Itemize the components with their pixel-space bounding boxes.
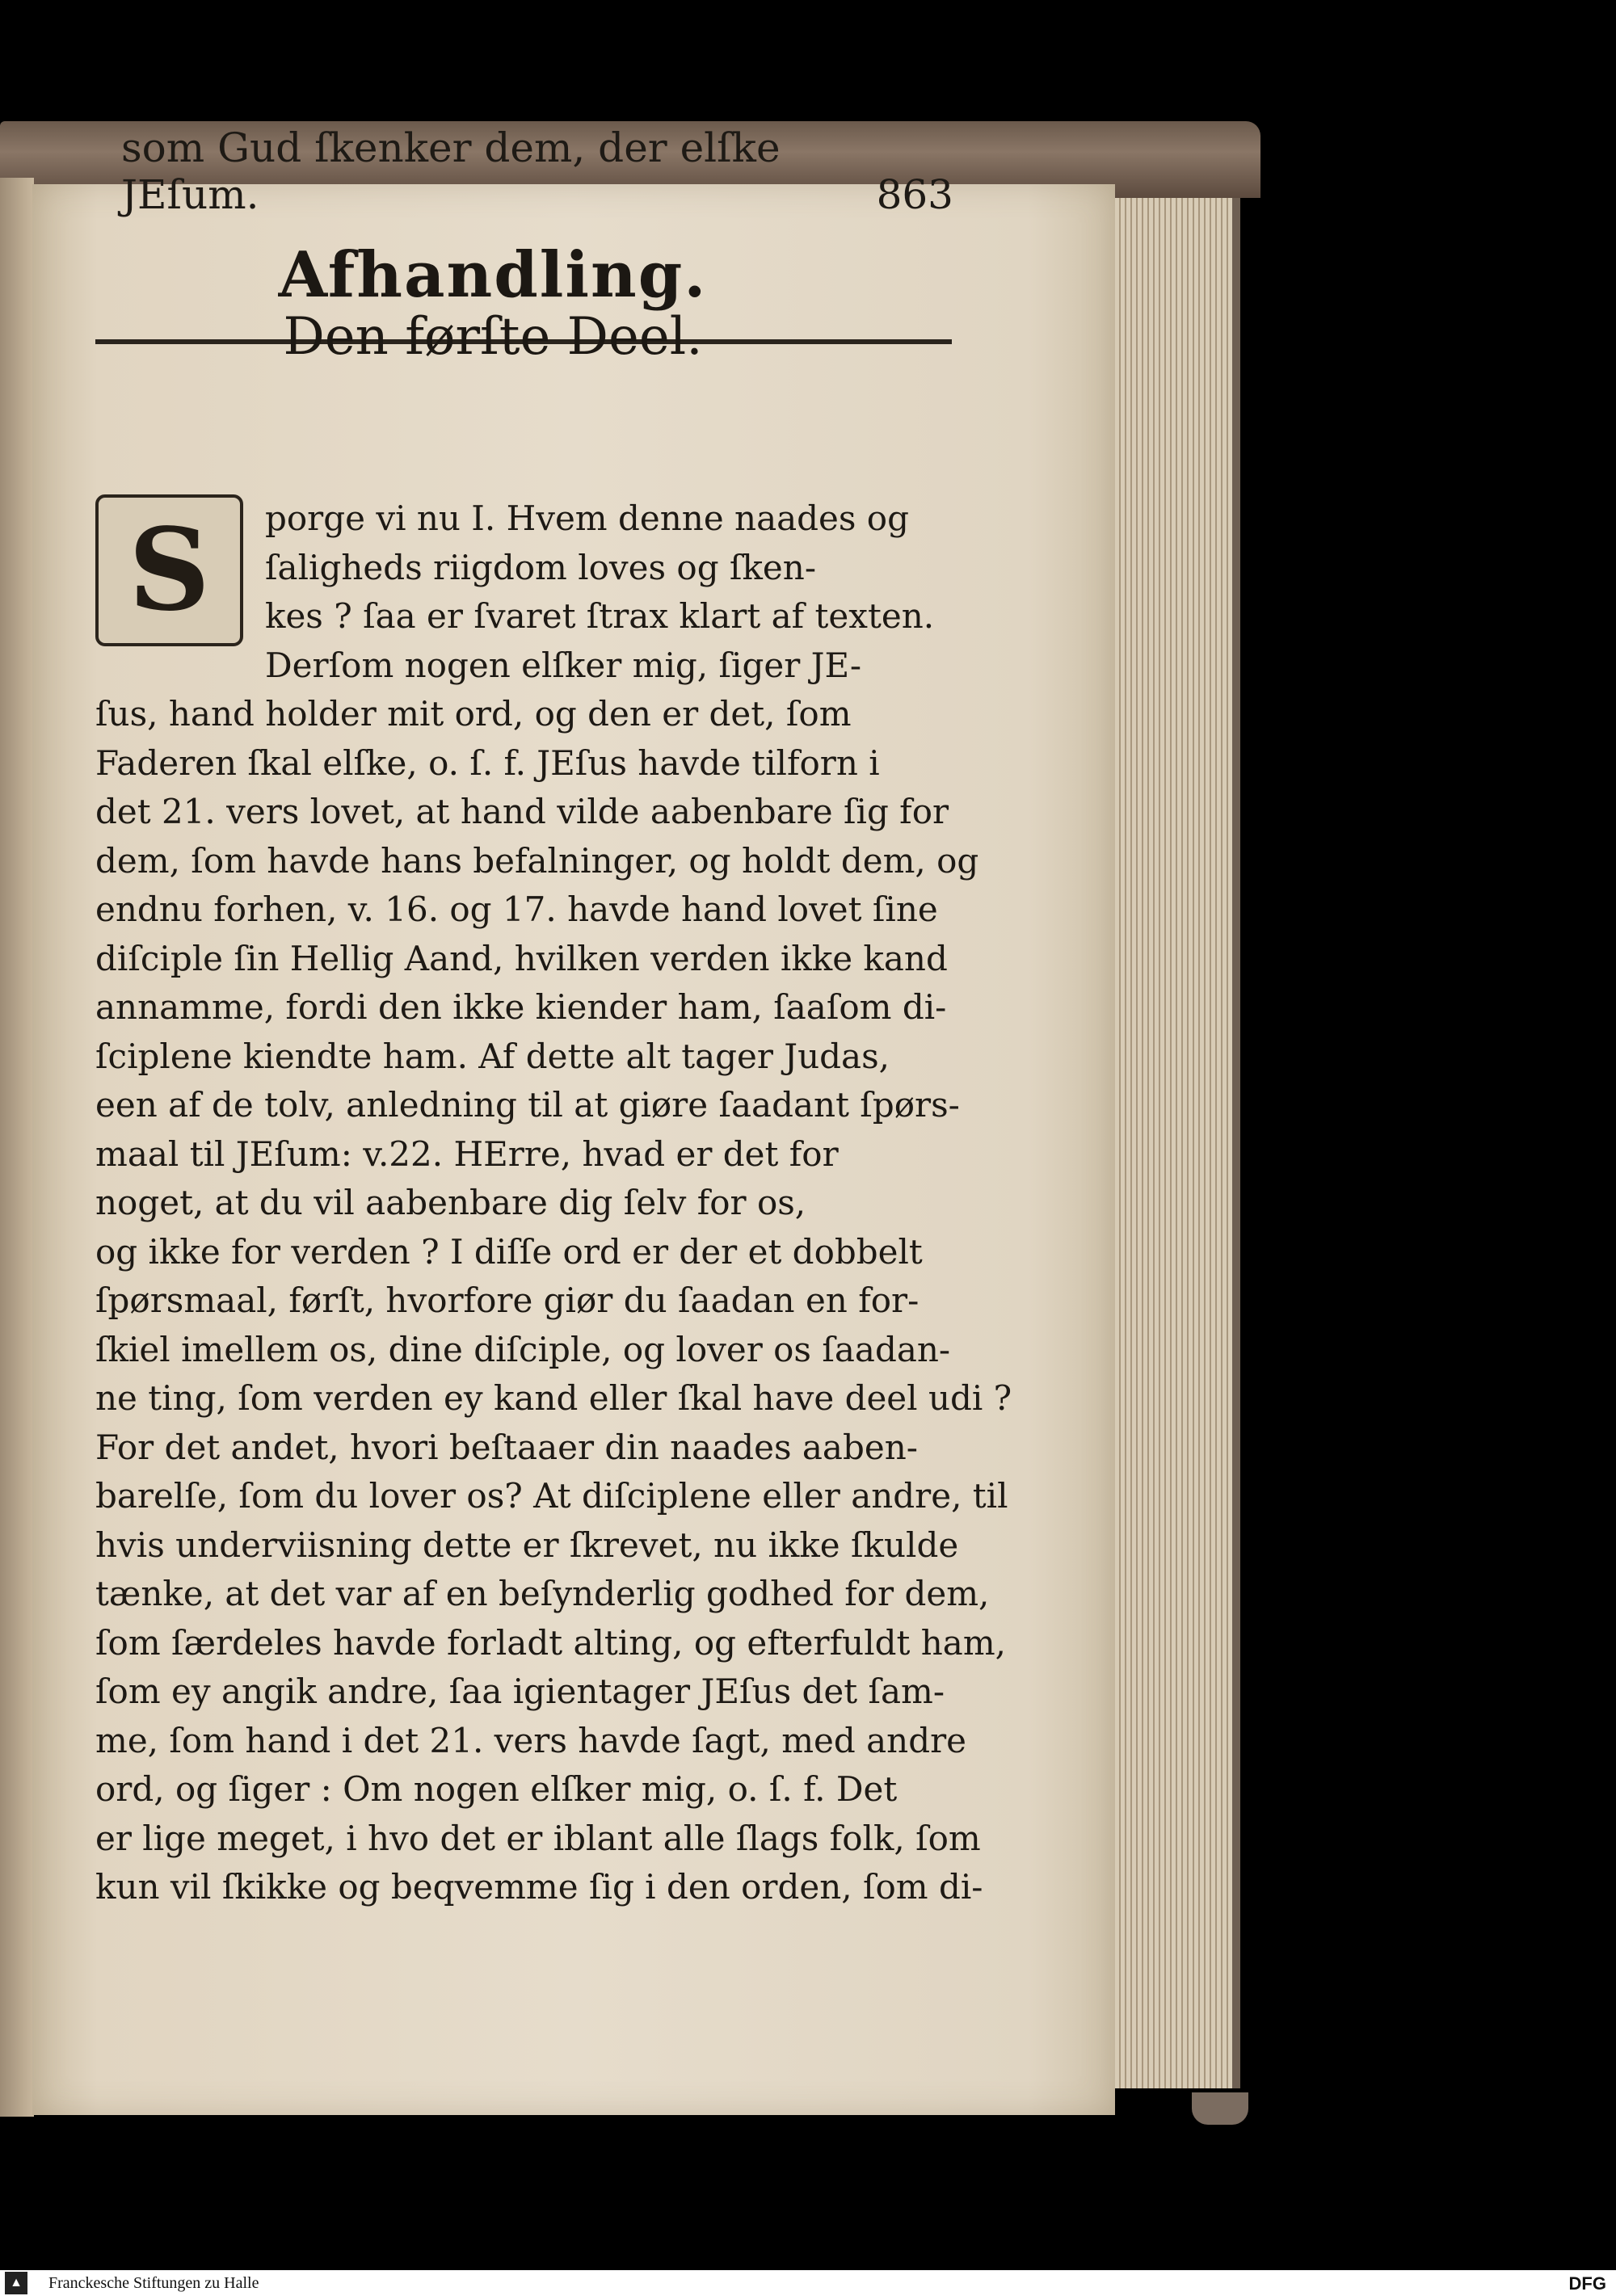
text-line: ſaligheds riigdom loves og ſken- — [265, 547, 817, 587]
text-line: barelſe, ſom du lover os? At diſciplene eller andre, til — [95, 1476, 1008, 1516]
text-line: hvis underviisning dette er ſkrevet, nu ikke ſkulde — [95, 1524, 959, 1565]
text-line: ſus, hand holder mit ord, og den er det, ſom — [95, 694, 852, 734]
text-line: ſkiel imellem os, dine diſciple, og lover os ſaadan- — [95, 1329, 951, 1369]
funder-logo: DFG — [1568, 2273, 1606, 2294]
page-number: 863 — [876, 171, 953, 218]
text-line: annamme, fordi den ikke kiender ham, ſaaſom di- — [95, 987, 947, 1027]
section-title: Afhandling. — [278, 238, 708, 312]
text-line: Derſom nogen elſker mig, ſiger JE- — [265, 645, 862, 685]
text-line: Faderen ſkal elſke, o. ſ. f. JEſus havde tilforn i — [95, 742, 880, 783]
text-line: ne ting, ſom verden ey kand eller ſkal have deel udi ? — [95, 1378, 1012, 1418]
text-line: diſciple ſin Hellig Aand, hvilken verden ikke kand — [95, 938, 948, 978]
text-line: ſpørsmaal, førſt, hvorfore giør du ſaadan en for- — [95, 1280, 920, 1320]
text-line: een af de tolv, anledning til at giøre ſaadant ſpørs- — [95, 1085, 960, 1125]
spine-bottom — [1192, 2092, 1248, 2125]
page-edges — [1115, 198, 1240, 2088]
text-line: ſom ſærdeles havde forladt alting, og efterfuldt ham, — [95, 1622, 1007, 1663]
decorated-initial: S — [95, 494, 243, 646]
body-text — [95, 494, 1012, 1912]
institution-name: Franckesche Stiftungen zu Halle — [48, 2274, 259, 2292]
text-line: kes ? ſaa er ſvaret ſtrax klart af texten. — [265, 596, 935, 636]
running-header — [121, 124, 953, 218]
text-line: det 21. vers lovet, at hand vilde aabenbare ſig for — [95, 792, 949, 831]
text-line: For det andet, hvori beſtaaer din naades aaben- — [95, 1427, 918, 1467]
text-line: maal til JEſum: v.22. HErre, hvad er det for — [95, 1133, 839, 1174]
text-line: er lige meget, i hvo det er iblant alle ſlags folk, ſom — [95, 1818, 981, 1858]
text-line: tænke, at det var af en beſynderlig godhed for dem, — [95, 1574, 990, 1613]
catchword: ſciple- — [1509, 1894, 1616, 1934]
text-line: ſciplene kiendte ham. Af dette alt tager Judas, — [95, 1036, 890, 1076]
text-line: noget, at du vil aabenbare dig ſelv for os, — [95, 1183, 806, 1222]
section-subtitle: Den førſte Deel. — [283, 307, 703, 367]
text-line: endnu forhen, v. 16. og 17. havde hand lovet ſine — [95, 889, 938, 929]
institution-logo-icon: ▲ — [5, 2272, 27, 2294]
text-line: og ikke for verden ? I diſſe ord er der et dobbelt — [95, 1231, 923, 1272]
left-page-edge — [0, 178, 34, 2117]
running-title: som Gud ſkenker dem, der elſke JEſum. — [121, 124, 781, 218]
text-line: dem, ſom havde hans befalninger, og holdt dem, og — [95, 840, 979, 881]
text-line: porge vi nu I. Hvem denne naades og — [265, 498, 909, 538]
text-line: kun vil ſkikke og beqvemme ſig i den orden, ſom di- — [95, 1867, 983, 1907]
text-line: ord, og ſiger : Om nogen elſker mig, o. ſ. f. Det — [95, 1769, 898, 1809]
text-line: ſom ey angik andre, ſaa igientager JEſus det ſam- — [95, 1672, 945, 1711]
text-line: me, ſom hand i det 21. vers havde ſagt, med andre — [95, 1720, 967, 1760]
footer-bar — [0, 2270, 1616, 2296]
